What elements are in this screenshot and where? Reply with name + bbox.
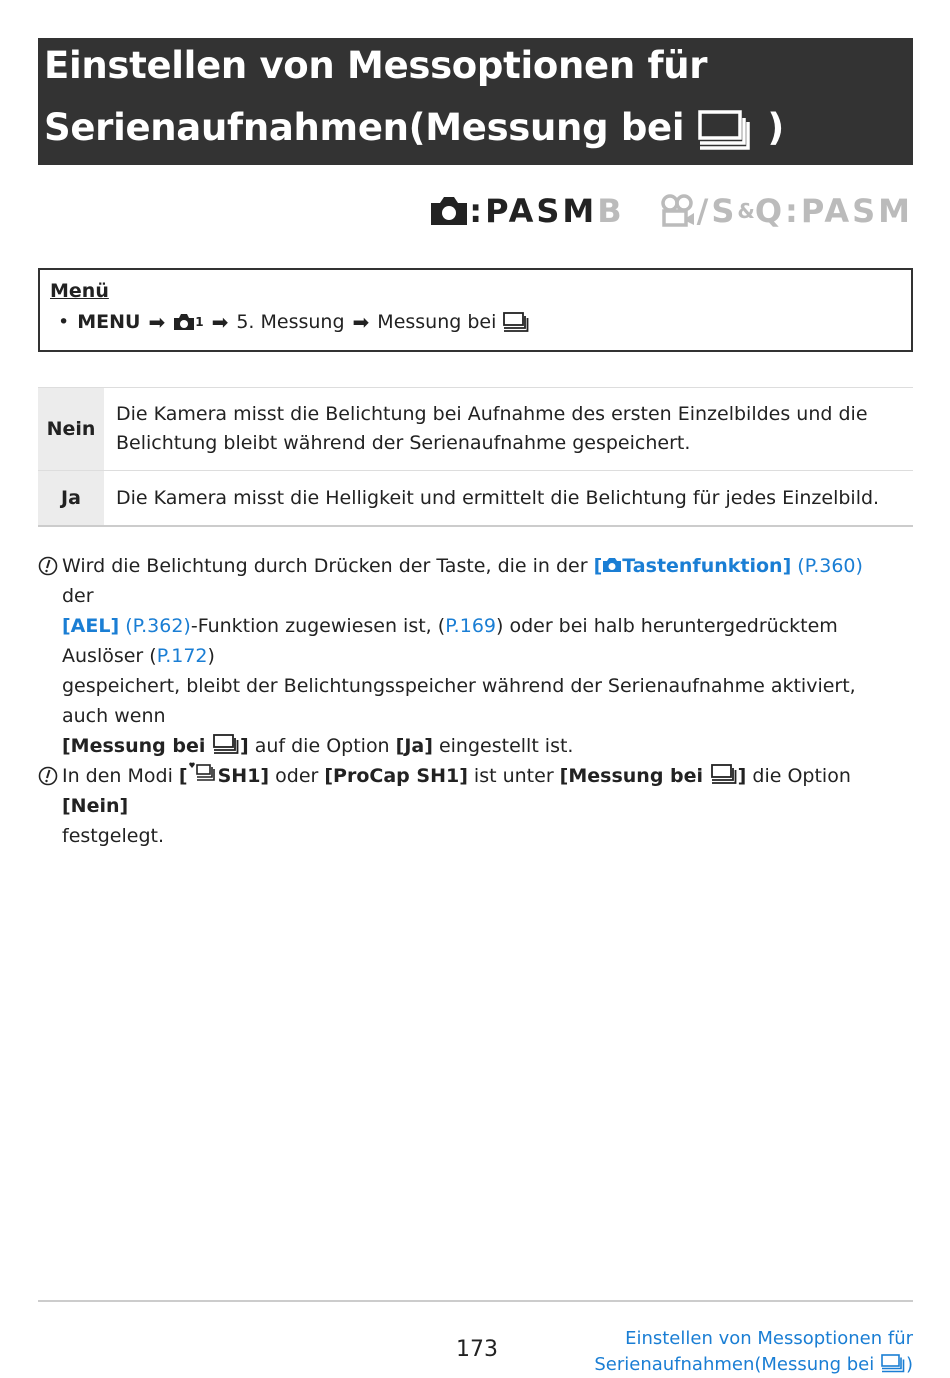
ael-link[interactable]: [AEL] xyxy=(62,615,120,637)
camera-icon xyxy=(602,557,622,573)
note-item xyxy=(38,551,898,761)
video-colon: : xyxy=(785,192,801,230)
page-title-line2-text: Serienaufnahmen(Messung bei xyxy=(44,106,685,149)
menu-path xyxy=(58,310,530,334)
note-icon xyxy=(38,766,58,786)
footer-title-text: Serienaufnahmen(Messung bei xyxy=(594,1354,875,1375)
link-text: Tastenfunktion] xyxy=(622,555,792,577)
mode-colon: : xyxy=(469,192,486,230)
option-key: Nein xyxy=(38,388,104,471)
page-title-bar xyxy=(38,38,913,165)
heart-burst-icon xyxy=(188,762,218,784)
burst-shooting-icon xyxy=(697,109,755,151)
page-ref-link[interactable]: (P.362) xyxy=(119,615,191,637)
note-text: gespeichert, bleibt der Belichtungsspeicher während der Serienaufnahme aktiviert, auch wenn xyxy=(62,675,856,727)
page-ref-link[interactable]: (P.360) xyxy=(791,555,863,577)
footer-divider xyxy=(38,1300,913,1302)
note-bold: [Nein] xyxy=(62,795,129,817)
video-mode-sep: /S xyxy=(696,192,738,230)
note-bold: [Messung bei xyxy=(559,765,710,787)
note-text: festgelegt. xyxy=(62,825,164,847)
option-description: Die Kamera misst die Belichtung bei Aufnahme des ersten Einzelbildes und die Belichtung bleibt während der Serienaufnahme gespeichert. xyxy=(104,388,913,471)
menu-label: MENU xyxy=(77,311,141,333)
menu-item-messung-bei: Messung bei xyxy=(377,311,497,333)
option-key: Ja xyxy=(38,471,104,527)
footer-title-line2 xyxy=(594,1352,913,1378)
burst-shooting-icon xyxy=(710,763,738,785)
note-text: In den Modi xyxy=(62,765,179,787)
photo-modes-active: PASM xyxy=(485,192,598,230)
options-table xyxy=(38,387,913,527)
footer-title-line1: Einstellen von Messoptionen für xyxy=(625,1328,913,1349)
note-text: Wird die Belichtung durch Drücken der Taste, die in der xyxy=(62,555,594,577)
camera-icon xyxy=(429,195,469,227)
note-text: ) oder bei halb heruntergedrücktem Auslöser ( xyxy=(62,615,838,667)
note-item xyxy=(38,761,898,851)
arrow-icon: ➡ xyxy=(211,310,229,334)
note-text: ist unter xyxy=(467,765,560,787)
note-bold: [ xyxy=(178,765,188,787)
note-text: eingestellt ist. xyxy=(432,735,574,757)
shooting-modes-indicator xyxy=(429,186,913,236)
page-ref-link[interactable]: P.169 xyxy=(445,615,496,637)
burst-shooting-icon xyxy=(212,733,240,755)
note-text: auf die Option xyxy=(248,735,396,757)
note-text: -Funktion zugewiesen ist, ( xyxy=(190,615,446,637)
note-bold: ] xyxy=(239,735,249,757)
burst-shooting-icon xyxy=(880,1353,906,1373)
page-ref-link[interactable]: P.172 xyxy=(156,645,208,667)
arrow-icon: ➡ xyxy=(352,310,370,334)
page-title-line2-end: ) xyxy=(767,106,785,149)
link-bracket: [ xyxy=(593,555,603,577)
note-text: der xyxy=(62,585,94,607)
note-bold: [ProCap SH1] xyxy=(324,765,468,787)
notes-section xyxy=(38,551,898,851)
arrow-icon: ➡ xyxy=(148,310,166,334)
table-row xyxy=(38,471,913,527)
video-mode-amp: & xyxy=(737,199,755,223)
button-function-link[interactable] xyxy=(594,555,792,577)
page-title-line1: Einstellen von Messoptionen für xyxy=(44,44,708,87)
camera-tab-icon xyxy=(173,313,195,331)
note-bold: SH1] xyxy=(217,765,270,787)
footer-section-link[interactable] xyxy=(594,1326,913,1378)
note-bold: ] xyxy=(737,765,747,787)
photo-mode-inactive: B xyxy=(597,192,625,230)
burst-shooting-icon xyxy=(502,311,530,333)
note-text: oder xyxy=(269,765,325,787)
table-row xyxy=(38,388,913,471)
menu-heading: Menü xyxy=(50,280,109,302)
menu-item-messung: 5. Messung xyxy=(236,311,345,333)
movie-camera-icon xyxy=(659,194,697,228)
note-bold: [Messung bei xyxy=(62,735,212,757)
page-number: 173 xyxy=(456,1337,498,1362)
video-modes: PASM xyxy=(800,192,913,230)
bullet: • xyxy=(58,311,70,333)
footer-title-end: ) xyxy=(905,1354,913,1375)
video-mode-q: Q xyxy=(754,192,786,230)
note-text: die Option xyxy=(746,765,851,787)
camera-tab-number: 1 xyxy=(195,315,204,329)
page-title-line2 xyxy=(44,106,784,151)
menu-path-box xyxy=(38,268,913,352)
option-description: Die Kamera misst die Helligkeit und ermittelt die Belichtung für jedes Einzelbild. xyxy=(104,471,913,527)
note-icon xyxy=(38,556,58,576)
note-bold: [Ja] xyxy=(395,735,433,757)
note-text: ) xyxy=(207,645,215,667)
